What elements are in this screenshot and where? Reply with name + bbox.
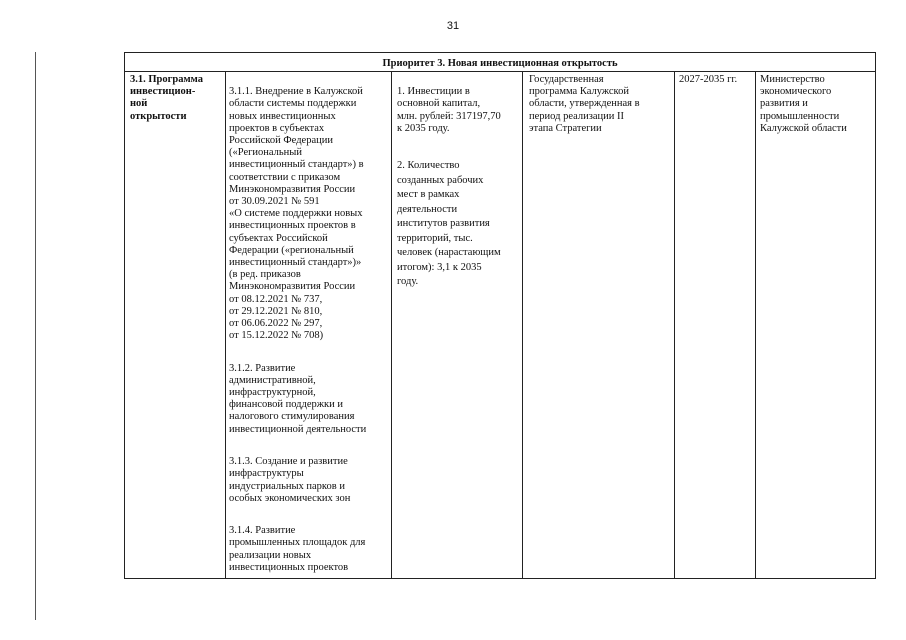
state-program-cell: Государственная программа Калужской области, утвержденная в период реализации II этапа Стратегии [529, 74, 640, 134]
page-number: 31 [446, 20, 460, 32]
measure-item: 3.1.3. Создание и развитие инфраструктуры индустриальных парков и особых экономических зон [229, 456, 351, 504]
strategy-table [124, 52, 876, 579]
table-border-right [875, 52, 876, 579]
table-border-top [124, 52, 876, 53]
measure-item: 3.1.1. Внедрение в Калужской области системы поддержки новых инвестиционных проектов в субъектах Российской Федерации («Региональный инвестиционный стандарт») в соответствии с приказом Минэкономразвития России от 30.09.2021 № 591 «О системе поддержки новых инвестиционных проектов в субъектах Российской Федерации («региональный инвестиционный стандарт»)» (в ред. приказов Минэкономразвития России от 08.12.2021 № 737, от 29.12.2021 № 810, от 06.06.2022 № 297, от 15.12.2022 № 708) [229, 86, 364, 342]
indicators-cell [397, 74, 521, 302]
measure-item: 3.1.2. Развитие административной, инфраструктурной, финансовой поддержки и налогового стимулирования инвестиционной деятельности [229, 362, 367, 435]
column-divider-1 [225, 71, 226, 579]
program-title: 3.1. Программа инвестицион- ной открытости [130, 74, 203, 122]
column-divider-2 [391, 71, 392, 579]
measures-cell [229, 74, 389, 586]
header-divider [124, 71, 876, 72]
priority-header: Приоритет 3. Новая инвестиционная открытость [382, 58, 618, 69]
indicator-item: 1. Инвестиции в основной капитал, млн. рублей: 317197,70 к 2035 году. [397, 86, 501, 134]
table-border-left [124, 52, 125, 579]
indicator-item: 2. Количество созданных рабочих мест в рамках деятельности институтов развития территорий, тыс. человек (нарастающим итогом): 3,1 к 2035 году. [397, 160, 501, 288]
column-divider-3 [522, 71, 523, 579]
measure-item: 3.1.4. Развитие промышленных площадок для реализации новых инвестиционных проектов [229, 525, 366, 573]
column-divider-5 [755, 71, 756, 579]
column-divider-4 [674, 71, 675, 579]
margin-rule [35, 52, 36, 620]
period-cell: 2027-2035 гг. [679, 74, 738, 85]
responsible-cell: Министерство экономического развития и промышленности Калужской области [760, 74, 847, 134]
